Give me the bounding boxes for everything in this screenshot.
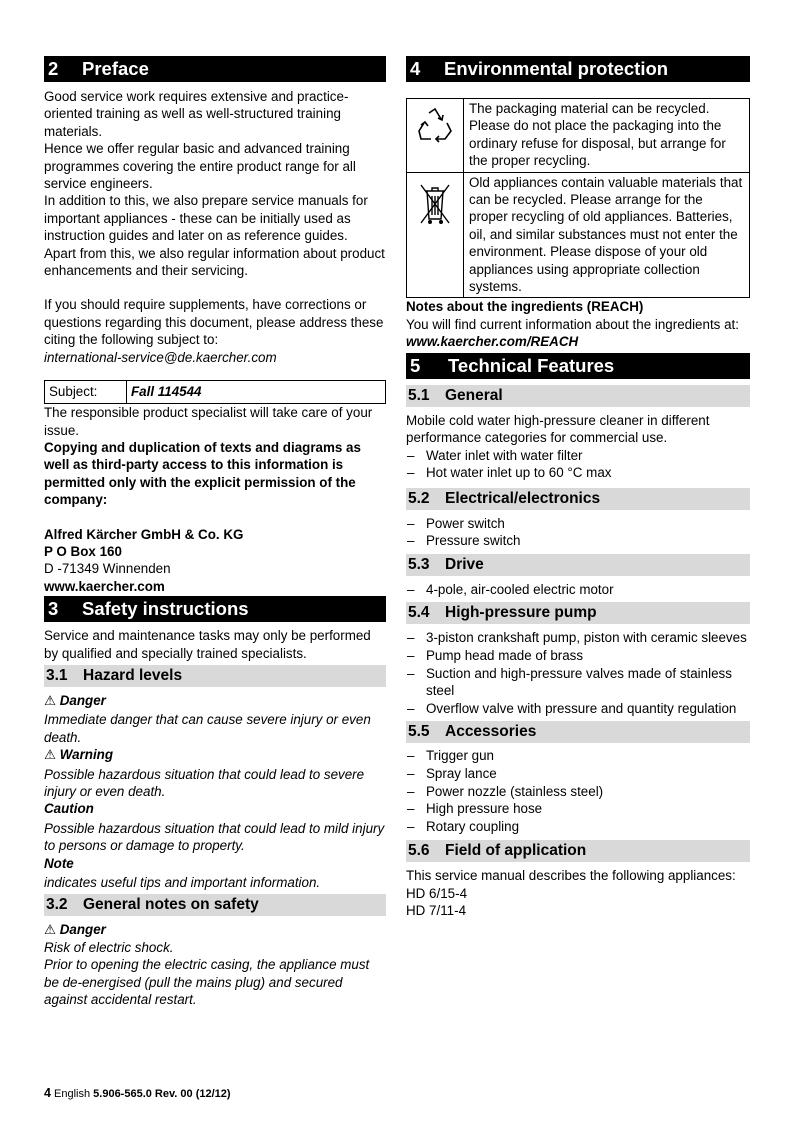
company-city: D -71349 Winnenden — [44, 561, 171, 577]
subsection-heading-general: 5.1 General — [406, 385, 750, 407]
danger-text: Immediate danger that can cause severe injury or even death. — [44, 712, 371, 745]
list-item: – Overflow valve with pressure and quantity regulation — [406, 700, 750, 718]
section-heading-preface: 2 Preface — [44, 56, 386, 82]
subsection-heading-drive: 5.3 Drive — [406, 554, 750, 576]
note-text: indicates useful tips and important information. — [44, 875, 321, 891]
model-name: HD 7/11-4 — [406, 903, 467, 919]
subsection-heading-accessories: 5.5 Accessories — [406, 721, 750, 743]
page-number: 4 — [44, 1086, 51, 1100]
reach-title: Notes about the ingredients (REACH) — [406, 299, 644, 315]
drive-list — [406, 581, 750, 599]
list-item: – Suction and high-pressure valves made of stainless steel — [406, 665, 750, 700]
company-name: Alfred Kärcher GmbH & Co. KG — [44, 526, 244, 542]
safety-intro: Service and maintenance tasks may only be performed by qualified and specially trained specialists. — [44, 628, 371, 661]
list-item: – Spray lance — [406, 765, 750, 783]
environment-text: Old appliances contain valuable materials that can be recycled. Please arrange for the proper recycling of old appliances. Batteries, oil, and similar substances must not enter the environment. Please dispose of your old appliances using appropriate collection systems. — [464, 172, 750, 298]
list-item: – Rotary coupling — [406, 818, 750, 836]
subject-value: Fall 114544 — [131, 384, 202, 400]
subject-box — [44, 380, 386, 404]
general-description: Mobile cold water high-pressure cleaner in different performance categories for commercial use. — [406, 412, 710, 446]
list-item: – 4-pole, air-cooled electric motor — [406, 581, 750, 599]
list-item: – Water inlet with water filter — [406, 447, 750, 465]
recycling-icon — [415, 133, 455, 148]
left-column — [44, 56, 386, 1008]
subsection-heading-electrical: 5.2 Electrical/electronics — [406, 488, 750, 510]
table-row — [407, 172, 750, 298]
list-item: – 3-piston crankshaft pump, piston with ceramic sleeves — [406, 629, 750, 647]
note-label: Note — [44, 855, 74, 871]
application-text: This service manual describes the following appliances: — [406, 868, 736, 884]
list-item: – Hot water inlet up to 60 °C max — [406, 464, 750, 482]
preface-paragraph: Hence we offer regular basic and advanced training programmes covering the entire product range for all service engineers. — [44, 141, 356, 192]
preface-paragraph: Apart from this, we also regular information about product enhancements and their servicing. — [44, 245, 385, 279]
danger-text: Risk of electric shock. — [44, 939, 174, 955]
company-pobox: P O Box 160 — [44, 543, 122, 559]
danger-label: ⚠ Danger — [44, 922, 106, 938]
copyright-notice: Copying and duplication of texts and diagrams as well as third-party access to this information is permitted only with the explicit permission of the company: — [44, 439, 361, 508]
subject-label: Subject: — [45, 381, 127, 403]
document-number: 5.906-565.0 Rev. 00 (12/12) — [93, 1088, 231, 1100]
section-heading-environment: 4 Environmental protection — [406, 56, 750, 82]
contact-email[interactable]: international-service@de.kaercher.com — [44, 349, 277, 365]
list-item: – Pressure switch — [406, 532, 750, 550]
preface-paragraph: In addition to this, we also prepare service manuals for important appliances - these can be initially used as instruction guides and later on as reference guides. — [44, 193, 368, 244]
list-item: – Trigger gun — [406, 747, 750, 765]
table-row — [407, 99, 750, 173]
danger-text: Prior to opening the electric casing, the appliance must be de-energised (pull the mains plug) and secured against accidental restart. — [44, 957, 370, 1008]
preface-paragraph: If you should require supplements, have corrections or questions regarding this document, please address these citing the following subject to: — [44, 297, 384, 348]
company-website[interactable]: www.kaercher.com — [44, 578, 165, 594]
right-column — [406, 56, 750, 920]
preface-paragraph: Good service work requires extensive and practice-oriented training as well as well-structured training materials. — [44, 89, 349, 139]
section-heading-technical-features: 5 Technical Features — [406, 353, 750, 379]
preface-paragraph: The responsible product specialist will take care of your issue. — [44, 405, 373, 438]
list-item: – Power switch — [406, 515, 750, 533]
general-list — [406, 447, 750, 482]
caution-label: Caution — [44, 801, 94, 817]
subsection-heading-pump: 5.4 High-pressure pump — [406, 602, 750, 624]
danger-label: ⚠ Danger — [44, 692, 106, 708]
warning-text: Possible hazardous situation that could lead to severe injury or even death. — [44, 766, 365, 799]
list-item: – Pump head made of brass — [406, 647, 750, 665]
list-item: – High pressure hose — [406, 800, 750, 818]
reach-link[interactable]: www.kaercher.com/REACH — [406, 334, 579, 350]
accessories-list — [406, 747, 750, 835]
subsection-heading-general-safety: 3.2 General notes on safety — [44, 894, 386, 916]
environment-table — [406, 98, 750, 298]
list-item: – Power nozzle (stainless steel) — [406, 783, 750, 801]
reach-text: You will find current information about the ingredients at: — [406, 316, 739, 332]
page-footer — [44, 1086, 231, 1100]
model-name: HD 6/15-4 — [406, 885, 468, 901]
subsection-heading-application: 5.6 Field of application — [406, 840, 750, 862]
subsection-heading-hazard-levels: 3.1 Hazard levels — [44, 665, 386, 687]
pump-list — [406, 629, 750, 717]
footer-language: English — [54, 1088, 91, 1100]
environment-text: The packaging material can be recycled. Please do not place the packaging into the ordinary refuse for disposal, but arrange for the proper recycling. — [464, 99, 750, 173]
section-heading-safety: 3 Safety instructions — [44, 596, 386, 622]
caution-text: Possible hazardous situation that could lead to mild injury to persons or damage to property. — [44, 820, 385, 854]
electrical-list — [406, 515, 750, 550]
warning-label: ⚠ Warning — [44, 747, 114, 763]
crossed-bin-icon — [415, 215, 455, 230]
